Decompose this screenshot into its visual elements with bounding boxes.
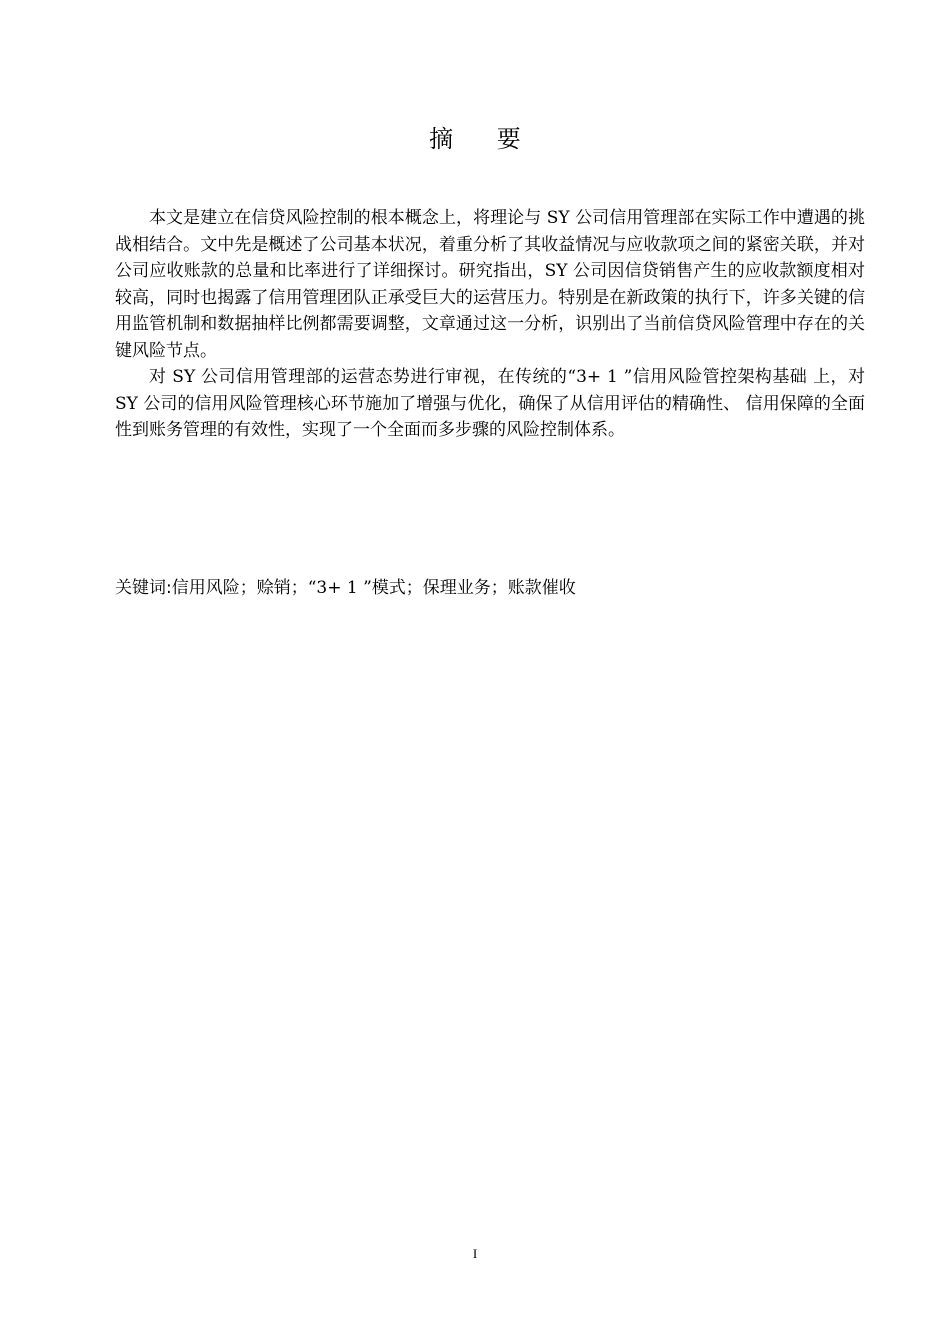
keywords-line xyxy=(115,575,865,601)
abstract-paragraph-2: 对 SY 公司信用管理部的运营态势进行审视，在传统的“3+ 1 ”信用风险管控架构基础 上，对 SY 公司的信用风险管理核心环节施加了增强与优化，确保了从信用评估的精确性、 信用保障的全面性到账务管理的有效性，实现了一个全面而多步骤的风险控制体系。 xyxy=(115,367,865,440)
keywords-label: 关键词: xyxy=(115,578,172,598)
keywords-text: 信用风险；赊销；“3+ 1 ”模式；保理业务；账款催收 xyxy=(171,578,576,598)
page-number: I xyxy=(472,1246,478,1261)
abstract-paragraph-1: 本文是建立在信贷风险控制的根本概念上，将理论与 SY 公司信用管理部在实际工作中遭遇的挑战相结合。文中先是概述了公司基本状况，着重分析了其收益情况与应收款项之间的紧密关联，并对公司应收账款的总量和比率进行了详细探讨。研究指出，SY 公司因信贷销售产生的应收款额度相对较高，同时也揭露了信用管理团队正承受巨大的运营压力。特别是在新政策的执行下，许多关键的信用监管机制和数据抽样比例都需要调整，文章通过这一分析，识别出了当前信贷风险管理中存在的关键风险节点。 xyxy=(115,208,865,361)
page-title: 摘 要 xyxy=(429,125,539,153)
abstract-body xyxy=(115,205,865,444)
